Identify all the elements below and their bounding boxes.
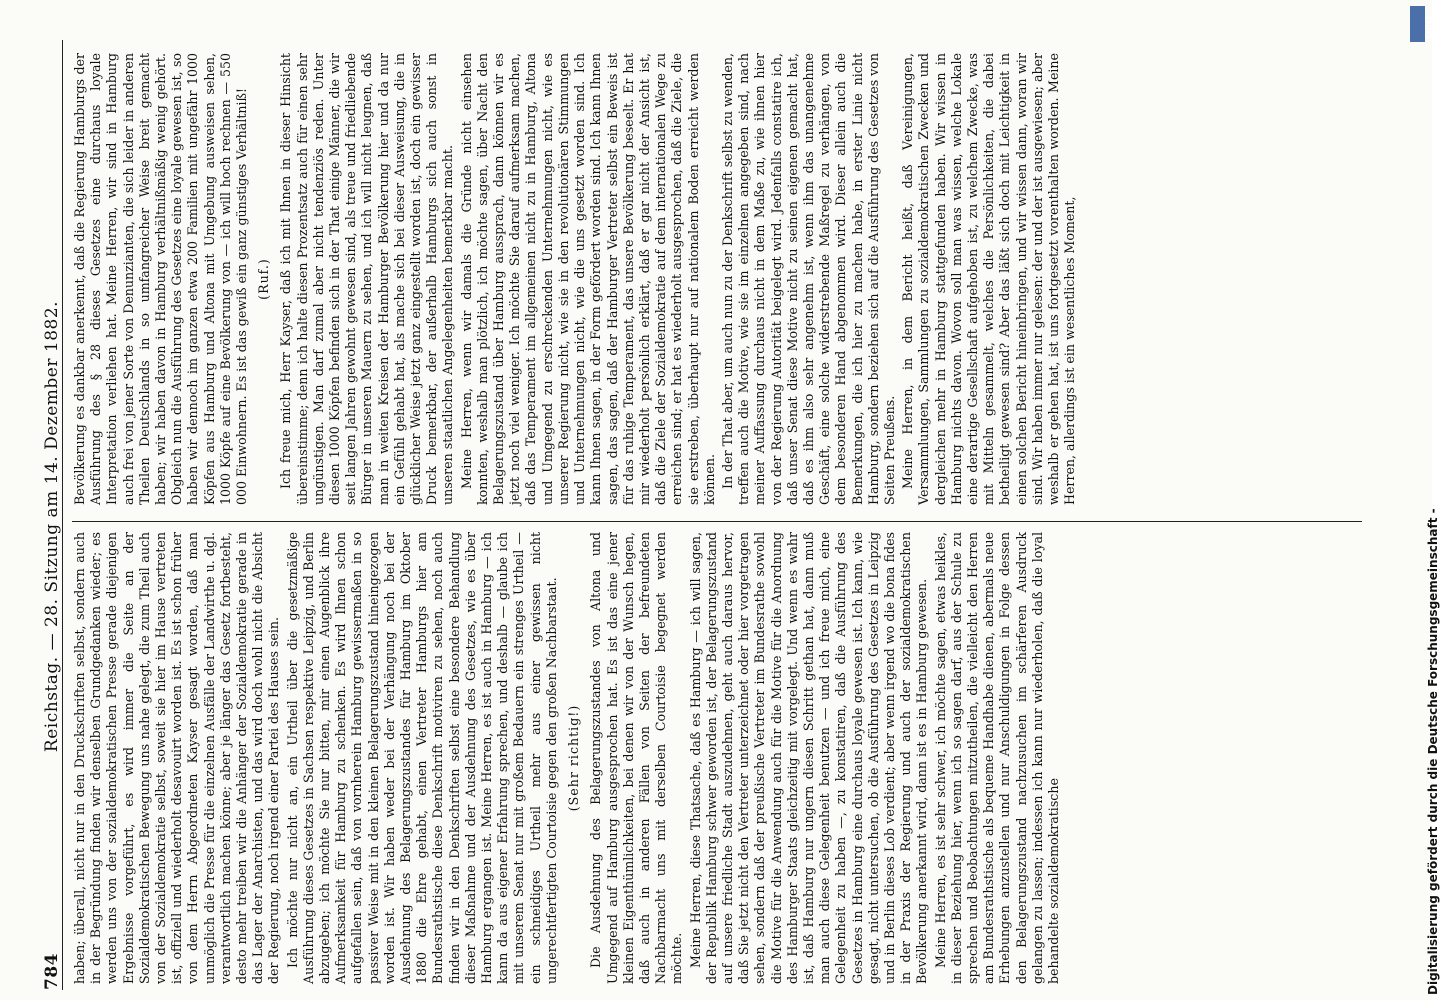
rotated-content [28, 40, 1378, 990]
page-number: 784 [42, 953, 62, 990]
right-paragraph: Bevölkerung es dankbar anerkennt, daß die Regierung Hamburgs der Ausführung des § 28 dieses Gesetzes eine durchaus loyale Interpretation verliehen hat. Meine Herren, wir sind in Hamburg auch frei von jener Sorte von Denunzianten, die sich leider in anderen Theilen Deutschlands in so umfangreicher Weise breit gemacht haben; wir haben davon in Hamburg verhältnißmäßig wenig gehört. Obgleich nun die Ausführung des Gesetzes eine loyale gewesen ist, so haben wir dennoch im ganzen etwa 200 Familien mit ungefähr 1000 Köpfen aus Hamburg und Altona mit Umgebung ausweisen sehen, 1000 Köpfe auf eine Bevölkerung von — ich will hoch rechnen — 550 000 Einwohnern. Es ist das gewiß ein ganz günstiges Verhältniß! [72, 53, 250, 505]
left-paragraph: haben; überall, nicht nur in den Druckschriften selbst, sondern auch in der Begründung finden wir denselben Grundgedanken wieder; es werden uns von der sozialdemokratischen Presse gerade diejenigen Ergebnisse vorgeführt, es wird immer die Seite an der Sozialdemokratischen Bewegung uns nahe gelegt, die zum Theil auch von der Sozialdemokratie selbst, soweit sie hier im Hause vertreten ist, offiziell und wiederholt desavouirt worden ist. Es ist schon früher von dem Herrn Abgeordneten Kayser gesagt worden, daß man unmöglich die Presse für die einzelnen Ausfälle der Landwirthe u. dgl. verantwortlich machen könne; aber je länger das Gesetz fortbesteht, desto mehr treiben wir die Anhänger der Sozialdemokratie gerade in das Lager der Anarchisten, und das wird doch wohl nicht die Absicht der Regierung, noch irgend einer Partei des Hauses sein. [72, 532, 282, 984]
digitization-credit [1404, 0, 1440, 1000]
right-paragraph: Meine Herren, wenn wir damals die Gründe nicht einsehen konnten, weshalb man plötzlich, ich möchte sagen, über Nacht den Belagerungszustand über Hamburg aussprach, dann können wir es jetzt noch viel weniger. Ich möchte Sie darauf aufmerksam machen, daß das Temperament im allgemeinen nicht zu in Hamburg, Altona und Umgegend zu erschreckenden Unternehmungen nicht, wie es unserer Regierung nicht, wie sie in den revolutionären Stimmungen und Unternehmungen nicht, wie die uns gesetzt worden sind. Ich kann Ihnen sagen, in der Form gefördert worden sind. Ich kann Ihnen sagen, das sagen, daß der Hamburger Vertreter selbst ein Beweis ist für das ruhige Temperament, das unsere Bevölkerung beseelt. Er hat mir wiederholt persönlich erklärt, daß er gar nicht der Ansicht ist, daß die Ziele der Sozialdemokratie auf dem internationalen Wege zu erreichen sind; er hat es wiederholt ausgesprochen, daß die Ziele, die sie erstreben, überhaupt nur auf nationalem Boden erreicht werden können. [458, 53, 717, 505]
right-paragraph: Ich freue mich, Herr Kayser, daß ich mit Ihnen in dieser Hinsicht übereinstimme; denn ich halte diesen Prozentsatz auch für einen sehr ungünstigen. Man darf zumal aber nicht tendenziös reden. Unter diesen 1000 Köpfen befinden sich in der That einige Männer, die wir seit langen Jahren gewohnt gewesen sind, als treue und friedliebende Bürger in unseren Mauern zu sehen, und ich will nicht leugnen, daß man in weiten Kreisen der Hamburger Bevölkerung hier und da nur ein Gefühl gehabt hat, als mache sich bei dieser Ausweisung, die in glücklicher Weise jetzt ganz eingestellt worden ist, doch ein gewisser Druck bemerkbar, der außerhalb Hamburgs sich auch sonst in unseren staatlichen Angelegenheiten bemerkbar macht. [278, 53, 456, 505]
right-column [72, 47, 1362, 511]
left-column [72, 526, 1362, 990]
left-paragraph: Die Ausdehnung des Belagerungszustandes von Altona und Umgegend auf Hamburg ausgesprochen hat. Es ist das eine jener kleinen Eigenthümlichkeiten, bei denen wir von der Wunsch hegen, daß auch in anderen Fällen von Seiten der befreundeten Nachbarmacht uns mit derselben Courtoisie begegnet werden möchte. [588, 532, 685, 984]
left-paragraph: Meine Herren, diese Thatsache, daß es Hamburg — ich will sagen, der Republik Hamburg schwer geworden ist, der Belagerungszustand auf unsere friedliche Stadt auszudehnen, geht auch daraus hervor, daß Sie jetzt nicht den Vertreter unterzeichnet oder hier vorgetragen sehen, sondern daß der preußische Vertreter im Bundesrathe sowohl die Motive für die Anwendung auch für die Motive für die Anordnung des Hamburger Staats gleichzeitig mit vorgelegt. Und wenn es wahr ist, daß Hamburg nur ungern diesen Schritt gethan hat, dann muß man auch diese Gelegenheit benutzen — und ich freue mich, eine Gelegenheit zu haben —, zu konstatiren, daß die Ausführung des Gesetzes in Hamburg eine durchaus loyale gewesen ist. Ich kann, wie gesagt, nicht untersuchen, ob die Ausführung des Gesetzes in Leipzig und in Berlin dieses Lob verdient; aber wenn irgend wo die bona fides in der Praxis der Regierung und auch der sozialdemokratischen Bevölkerung anerkannt wird, dann ist es in Hamburg gewesen. [687, 532, 930, 984]
left-paragraph: Ich möchte nur nicht an, ein Urtheil über die gesetzmäßige Ausführung dieses Gesetzes in Sachsen respektive Leipzig, und Berlin abzugeben; ich möchte Sie nur bitten, mir einen Augenblick ihre Aufmerksamkeit für Hamburg zu schenken. Es wird Ihnen schon aufgefallen sein, daß von vornherein Hamburg gewissermaßen in so passiver Weise mit in den kleinen Belagerungszustand hineingezogen worden ist. Wir haben weder bei der Verhängung noch bei der Ausdehnung des Belagerungszustandes für Hamburg im Oktober 1880 die Ehre gehabt, einen Vertreter Hamburgs hier am Bundesrathstische diese Denkschrift motiviren zu sehen, noch auch finden wir in den Denkschriften selbst eine besondere Behandlung dieser Maßnahme und der Ausdehnung des Gesetzes, wie es über Hamburg ergangen ist. Meine Herren, es ist auch in Hamburg — ich kann da aus eigener Erfahrung sprechen, und deshalb — glaube ich mit unserem Senat nur mit großem Bedauern ein strenges Urtheil — ein schneidiges Urtheil mehr aus einer gewissen nicht ungerechtfertigten Courtoisie gegen den großen Nachbarstaat. [284, 532, 559, 984]
dfg-badge [1410, 6, 1435, 42]
text-columns [72, 40, 1362, 990]
left-paragraph: Meine Herren, es ist sehr schwer, ich möchte sagen, etwas heikles, in dieser Beziehung hier, wenn ich so sagen darf, aus der Schule zu sprechen und Beobachtungen mitzutheilen, die vielleicht den Herren am Bundesrathstische als bequeme Handhabe dienen, abermals neue Erhebungen anzustellen und nur Anschuldigungen in Folge dessen den Belagerungszustand nachzusuchen im schärferen Ausdruck gelangen zu lassen; indessen ich kann nur wiederholen, daß die loyal behandelte sozialdemokratische [932, 532, 1061, 984]
right-paragraph: In der That aber, um auch nun zu der Denkschrift selbst zu wenden, treffen auch die Motive, wie sie im einzelnen angegeben sind, nach meiner Auffassung durchaus nicht in dem Maße zu, wie ihnen hier von der Regierung Autorität beigelegt wird. Jedenfalls constatire ich, daß unser Senat diese Motive nicht zu seinen eigenen gemacht hat, daß es ihm also sehr angenehm ist, wenn ihm das unangenehme Geschäft, eine solche widerstrebende Maßregel zu verhängen, von dem besonderen Hand abgenommen wird. Dieser allein auch die Bemerkungen, die ich hier zu machen habe, in erster Linie nicht Hamburg, sondern beziehen sich auf die Ausführung des Gesetzes von Seiten Preußens. [719, 53, 897, 505]
right-paragraph: Meine Herren, in dem Bericht heißt, daß Vereinigungen, Versammlungen, Sammlungen zu sozialdemokratischen Zwecken und dergleichen mehr in Hamburg stattgefunden haben. Wir wissen in Hamburg nichts davon. Wovon soll man was wissen, welche Lokale eine derartige Gesellschaft aufgehoben ist, zu welchem Zwecke, was mit Mitteln gesammelt, welches die Persönlichkeiten, die dabei betheiligt gewesen sind? Aber das läßt sich doch mit Leichtigkeit in einen solchen Bericht hineinbringen, und wir wissen dann, woran wir sind. Wir haben immer nur gelesen: der und der ist ausgewiesen; aber weshalb er gehen hat, ist uns fortgesetzt vorenthalten worden. Meine Herren, allerdings ist ein wesentliches Moment, [900, 53, 1078, 505]
right-interjection: (Ruf.) [256, 258, 272, 300]
dfg-badge-label: DFG [1424, 15, 1435, 39]
left-interjection: (Sehr richtig!) [566, 704, 582, 812]
column-divider [72, 511, 1362, 522]
running-head [28, 40, 63, 990]
dfg-credit-text: Digitalisierung gefördert durch die Deutsche Forschungsgemeinschaft - [1426, 508, 1440, 995]
page-title: Reichstag. — 28. Sitzung am 14. Dezember 1882. [42, 300, 62, 753]
